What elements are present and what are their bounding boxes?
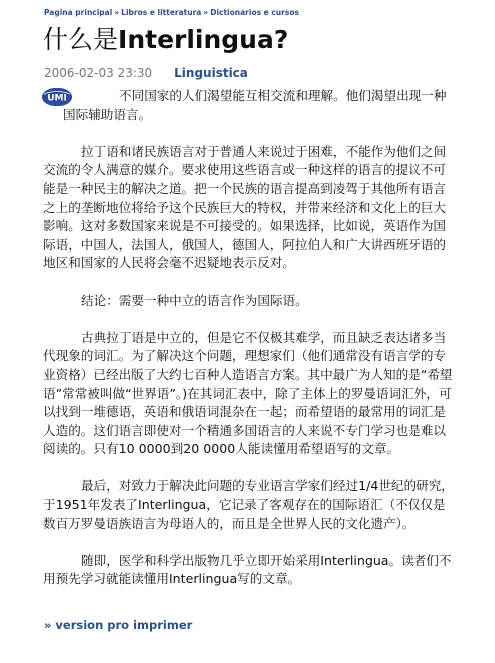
article-paragraph-5: 最后，对致力于解决此问题的专业语言学家们经过1/4世纪的研究，于1951年发表了Interlingua，它记录了客观存在的国际语汇（不仅仅是数百万罗曼语族语言为母语人的，而且是全世界人民的文化遗产）。 bbox=[43, 478, 454, 531]
breadcrumb-separator: » bbox=[203, 8, 209, 17]
page-title bbox=[43, 20, 288, 56]
article-paragraph-2: 拉丁语和诸民族语言对于普通人来说过于困难，不能作为他们之间交流的令人满意的媒介。要求使用这些语言或一种这样的语言的提议不可能是一种民主的解决之道。把一个民族的语言提高到凌驾于其他所有语言之上的垄断地位将给予这个民族巨大的特权，并带来经济和文化上的巨大影响。这对多数国家来说是不可接受的。如果选择，比如说，英语作为国际语，中国人，法国人，俄国人，德国人，阿拉伯人和广大讲西班牙语的地区和国家的人民将会毫不迟疑地表示反对。 bbox=[43, 143, 447, 271]
breadcrumb-separator: » bbox=[114, 8, 120, 17]
breadcrumb-link-home[interactable]: Pagina principal bbox=[44, 8, 113, 17]
article-body bbox=[43, 87, 455, 608]
breadcrumb-link-dictionaries[interactable]: Dictionarios e cursos bbox=[210, 8, 299, 17]
page-title-latin: Interlingua? bbox=[118, 25, 289, 54]
article-paragraph-6: 随即，医学和科学出版物几乎立即开始采用Interlingua。读者们不用预先学习就能读懂用Interlingua写的文章。 bbox=[43, 552, 452, 587]
article-paragraph-1: 不同国家的人们渴望能互相交流和理解。他们渴望出现一种国际辅助语言。 bbox=[63, 88, 447, 122]
logo-text: UMI bbox=[47, 93, 67, 104]
article-meta bbox=[44, 66, 248, 80]
print-version-link[interactable]: » version pro imprimer bbox=[44, 618, 193, 632]
breadcrumb bbox=[44, 8, 299, 17]
article-category-link[interactable]: Linguistica bbox=[174, 66, 248, 80]
article-paragraph-3: 结论：需要一种中立的语言作为国际语。 bbox=[81, 292, 308, 308]
article-paragraph-4: 古典拉丁语是中立的，但是它不仅极其难学，而且缺乏表达诸多当代现象的词汇。为了解决这个问题，理想家们（他们通常没有语言学的专业资格）已经出版了大约七百种人造语言方案。其中最广为人知的是“希望语”常常被叫做“世界语”。)在其词汇表中，除了主体上的罗曼语词汇外，可以找到一堆德语，英语和俄语词混杂在一起；而希望语的最常用的词汇是人造的。这们语言即使对一个精通多国语言的人来说不专门学习也是难以阅读的。只有10 0000到20 0000人能读懂用希望语写的文章。 bbox=[43, 329, 453, 457]
page-title-chinese: 什么是 bbox=[43, 25, 119, 54]
article-date: 2006-02-03 23:30 bbox=[44, 66, 153, 80]
breadcrumb-link-books[interactable]: Libros e litteratura bbox=[121, 8, 202, 17]
